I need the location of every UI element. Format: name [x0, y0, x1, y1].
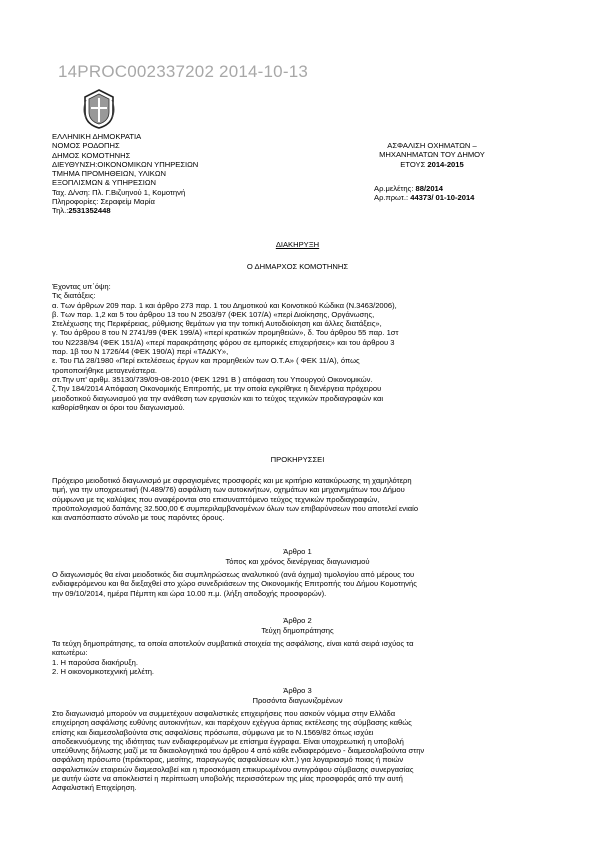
text-line: ζ.Την 184/2014 Απόφαση Οικονομικής Επιτροπής, με την οποία εγκρίθηκε η διενέργεια πρόχειρου	[52, 384, 382, 394]
phone-label: Τηλ.:	[52, 206, 69, 216]
subject-line	[352, 160, 512, 169]
text-line: α. Των άρθρων 209 παρ. 1 και άρθρο 273 παρ. 1 του Δημοτικού και Κοινοτικού Κώδικα (Ν.3463/2006),	[52, 300, 397, 310]
text-line: Τις διατάξεις:	[52, 291, 96, 301]
text-line: μειοδοτικού διαγωνισμού για την ανάθεση των εργασιών και το τεύχος τεχνικών προδιαγραφών και	[52, 393, 384, 403]
protocol-value: 44373/ 01-10-2014	[410, 193, 475, 203]
text-line: Ο διαγωνισμός θα είναι μειοδοτικός δια συμπληρώσεως αναλυτικού (ανά όχημα) τιμολογίου από μέρους του	[52, 570, 415, 579]
legal-basis-section	[52, 282, 552, 412]
subject-year-label: ΕΤΟΥΣ	[400, 159, 428, 169]
text-line: προϋπολογισμού δαπάνης 32.500,00 € συμπεριλαμβανομένων όλων των επιβαρύνσεων που αποτελεί ενιαίο	[52, 503, 419, 513]
text-line: Στελέχωσης της Περιφέρειας, ρύθμισης θεμάτων για την τοπική Αυτοδιοίκηση και άλλες διατάξεις»,	[52, 319, 382, 329]
issuer-address: Ταχ. Δ/νση: Πλ. Γ.Βιζυηνού 1, Κομοτηνή	[52, 187, 186, 197]
article-3-number: Άρθρο 3	[283, 686, 312, 695]
greek-coat-of-arms-seal	[80, 88, 118, 130]
reference-block	[374, 184, 474, 203]
text-line: την 09/10/2014, ημέρα Πέμπτη και ώρα 10.00 π.μ. (λήξη αποδοχής προσφορών).	[52, 588, 327, 598]
issuer-line: ΤΜΗΜΑ ΠΡΟΜΗΘΕΙΩΝ, ΥΛΙΚΩΝ	[52, 169, 167, 179]
announce-heading: ΠΡΟΚΗΡΥΣΣΕΙ	[270, 455, 325, 464]
article-3-body	[52, 709, 552, 793]
issuer-block	[52, 132, 198, 216]
study-value: 88/2014	[415, 184, 443, 193]
text-line: αποδεικνυόμενης της ιδιότητας των ενδιαφερομένων με επίσημα έγγραφα. Είναι υποχρεωτική η υποβολή	[52, 736, 404, 746]
subject-years: 2014-2015	[427, 159, 464, 169]
article-2-number: Άρθρο 2	[283, 616, 312, 625]
list-item: 1. Η παρούσα διακήρυξη.	[52, 657, 138, 667]
text-line: ενδιαφερόμενου και θα διεξαχθεί στο χώρο συνεδριάσεων της Οικονομικής Επιτροπής του Δήμου Κομοτηνής	[52, 579, 417, 589]
text-line: σύμφωνα με τις καλύψεις που αναφέρονται στο επισυναπτόμενο τεύχος τεχνικών προδιαγραφών,	[52, 494, 380, 504]
issuer-line: ΕΛΛΗΝΙΚΗ ΔΗΜΟΚΡΑΤΙΑ	[52, 132, 142, 141]
text-line: Πρόχειρο μειοδοτικό διαγωνισμό με σφραγισμένες προσφορές και με κριτήριο κατακύρωσης τη χαμηλότερη	[52, 476, 412, 485]
text-line: του Ν2238/94 (ΦΕΚ 151/Α) «περί παρακράτησης φόρου σε εμπορικές επιχειρήσεις» και του άρθρου 3	[52, 337, 395, 347]
text-line: στ.Την υπ' αριθμ. 35130/739/09-08-2010 (ΦΕΚ 1291 Β ) απόφαση του Υπουργού Οικονομικών.	[52, 374, 373, 384]
study-number	[374, 184, 474, 193]
subject-line: ΜΗΧΑΝΗΜΑΤΩΝ ΤΟΥ ΔΗΜΟΥ	[379, 150, 485, 160]
text-line: Στο διαγωνισμό μπορούν να συμμετέχουν ασφαλιστικές επιχειρήσεις που ασκούν νόμιμα στην Ελλάδα	[52, 709, 396, 718]
article-1-title: Τόπος και χρόνος διενέργειας διαγωνισμού	[225, 557, 370, 566]
issuer-info: Πληροφορίες: Σεραφείμ Μαρία	[52, 197, 155, 207]
text-line: β. Των παρ. 1,2 και 5 του άρθρου 13 του Ν 2503/97 (ΦΕΚ 107/Α) «περί Διοίκησης, Οργάνωσης,	[52, 309, 375, 319]
study-label: Αρ.μελέτης:	[374, 184, 416, 193]
text-line: Τα τεύχη δημοπράτησης, τα οποία αποτελούν συμβατικά στοιχεία της ασφάλισης, είναι κατά σειρά ισχύος τα	[52, 639, 414, 648]
phone-number: 2531352448	[68, 206, 111, 216]
mayor-heading: Ο ΔΗΜΑΡΧΟΣ ΚΟΜΟΤΗΝΗΣ	[246, 262, 349, 271]
document-title: ΔΙΑΚΗΡΥΞΗ	[275, 240, 320, 249]
issuer-phone	[52, 206, 198, 215]
text-line: με αυτήν ώστε να αποκλειστεί η περίπτωση υποβολής περισσότερων της μίας προσφοράς από την αυτή	[52, 774, 403, 784]
article-2-body	[52, 639, 552, 676]
document-id-stamp: 14PROC002337202 2014-10-13	[58, 62, 308, 81]
text-line: Έχοντας υπ΄όψη:	[52, 282, 111, 291]
text-line: τιμή, για την υποχρεωτική (Ν.489/76) ασφάλιση των αυτοκινήτων, οχημάτων και μηχανημάτων του Δήμου	[52, 485, 405, 495]
issuer-line: ΕΞΟΠΛΙΣΜΩΝ & ΥΠΗΡΕΣΙΩΝ	[52, 178, 157, 188]
text-line: παρ. 1β του Ν 1726/44 (ΦΕΚ 190/Α) περί «ΤΑΔΚΥ»,	[52, 347, 229, 357]
text-line: ασφαλιστικών εταιρειών διαμεσολαβεί και η προσκόμιση επικυρωμένου αντιγράφου σύμβασης συνεργασίας	[52, 764, 414, 774]
article-1-number: Άρθρο 1	[283, 547, 312, 556]
issuer-line: ΔΗΜΟΣ ΚΟΜΟΤΗΝΗΣ	[52, 150, 131, 160]
subject-block	[352, 141, 512, 169]
text-line: υπεύθυνης δήλωσης μαζί με τα δικαιολογητικά του άρθρου 4 από κάθε ενδιαφερόμενο - διαμεσολαβούντα στην	[52, 746, 425, 756]
article-3-title: Προσόντα διαγωνιζομένων	[252, 696, 343, 705]
text-line: ασφάλιση πρόσωπο (πράκτορας, μεσίτης, παραγωγός ασφαλίσεων κλπ.) για λογαριασμό ποιας ή ποιών	[52, 755, 404, 765]
text-line: Ασφαλιστική Επιχείρηση.	[52, 783, 137, 793]
text-line: επιχείρηση ασφάλισης ευθύνης αυτοκινήτων, και παρέχουν εχέγγυα άρτιας εκτέλεσης της σύμβασης καθώς	[52, 718, 412, 728]
article-1-body	[52, 570, 552, 598]
subject-line: ΑΣΦΑΛΙΣΗ ΟΧΗΜΑΤΩΝ –	[387, 141, 477, 150]
text-line: ε. Του ΠΔ 28/1980 «Περί εκτελέσεως έργων και προμηθειών των Ο.Τ.Α» ( ΦΕΚ 11/Α), όπως	[52, 356, 360, 366]
text-line: καθορίσθηκαν οι όροι του διαγωνισμού.	[52, 402, 185, 412]
text-line: και αναπόσπαστο σύνολο με τους παρόντες όρους.	[52, 513, 225, 523]
announce-section	[52, 476, 552, 522]
protocol-label: Αρ.πρωτ.:	[374, 193, 411, 203]
list-item: 2. Η οικονομικοτεχνική μελέτη.	[52, 666, 155, 676]
text-line: κατωτέρω:	[52, 648, 88, 658]
text-line: επίσης και διαμεσολαβούντα στις ασφαλίσεις πρόσωπα, σύμφωνα με το Ν.1569/82 όπως ισχύει	[52, 727, 374, 737]
text-line: τροποποιήθηκε μεταγενέστερα.	[52, 365, 157, 375]
article-2-title: Τεύχη δημοπράτησης	[261, 626, 334, 635]
text-line: γ. Του άρθρου 8 του Ν 2741/99 (ΦΕΚ 199/Α) «περί κρατικών προμηθειών», δ. Του άρθρου 55 παρ. 1στ	[52, 328, 399, 338]
issuer-line: ΝΟΜΟΣ ΡΟΔΟΠΗΣ	[52, 141, 120, 151]
protocol-number	[374, 193, 474, 202]
issuer-line: ΔΙΕΥΘΥΝΣΗ:ΟΙΚΟΝΟΜΙΚΩΝ ΥΠΗΡΕΣΙΩΝ	[52, 159, 199, 169]
